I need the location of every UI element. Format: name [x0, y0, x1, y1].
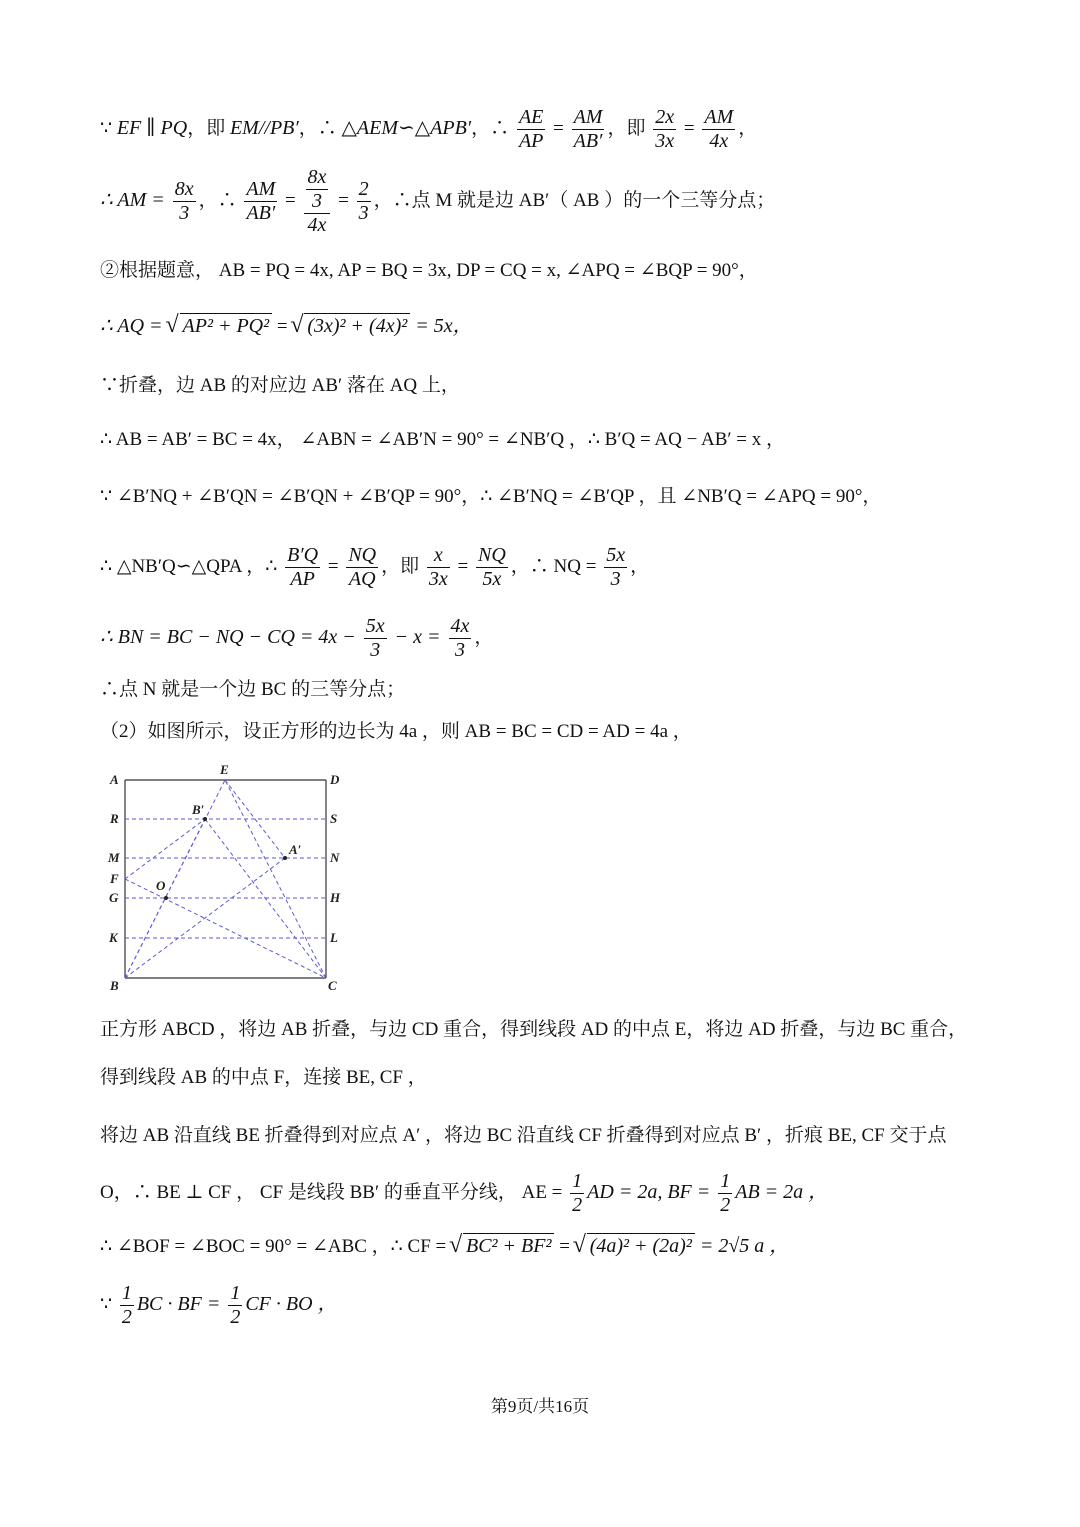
- label-F: F: [110, 871, 119, 886]
- label-C: C: [328, 978, 337, 993]
- label-M: M: [108, 850, 120, 865]
- fraction: $\frac{8x}{3}$: [174, 178, 194, 224]
- solution-line-13: 得到线段 AB 的中点 F，连接 BE, CF ，: [100, 1067, 427, 1088]
- solution-line-14: 将边 AB 沿直线 BE 折叠得到对应点 A′ ，将边 BC 沿直线 CF 折叠得到对应点 B′ ，折痕 BE, CF 交于点: [100, 1125, 947, 1146]
- label-B: B: [110, 978, 119, 993]
- square-root: √ (4a)² + (2a)²: [575, 1236, 695, 1256]
- fraction: $\frac{4x}{3}$: [450, 615, 470, 661]
- fraction: $\frac{2}{3}$: [358, 178, 369, 224]
- label-D: D: [330, 772, 340, 787]
- fraction: $\frac{1}{2}$: [121, 1282, 132, 1328]
- solution-line-1: ∵ EF ∥ PQ，即 EM//PB′，∴ △AEM∽△APB′，∴ $\frac{AE}{AP}$ = $\frac{AM}{AB'}$ ，即 $\frac{2x}{3x}$ = $\frac{AM}{4x}$ ，: [100, 106, 758, 152]
- nested-fraction: $\frac{\frac{8x}{3}}{4x}$: [304, 166, 331, 237]
- fraction: $\frac{NQ}{AQ}$: [348, 544, 377, 590]
- square-root: √ (3x)² + (4x)²: [292, 316, 410, 336]
- square-root: √ BC² + BF²: [451, 1236, 554, 1256]
- solution-line-7: ∵ ∠B′NQ + ∠B′QN = ∠B′QN + ∠B′QP = 90°，∴ ∠B′NQ = ∠B′QP ，且 ∠NB′Q = ∠APQ = 90°，: [100, 486, 882, 507]
- label-O: O: [156, 878, 166, 893]
- label-N: N: [330, 850, 340, 865]
- fraction: $\frac{2x}{3x}$: [655, 106, 675, 152]
- solution-line-15: O，∴ BE ⊥ CF ， CF 是线段 BB′ 的垂直平分线， AE = $\frac{1}{2}$ AD = 2a, BF = $\frac{1}{2}$ AB = 2a ，: [100, 1170, 829, 1216]
- fraction: $\frac{B'Q}{AP}$: [287, 544, 319, 590]
- solution-line-8: ∴ △NB′Q∽△QPA ，∴ $\frac{B'Q}{AP}$ = $\frac{NQ}{AQ}$ ，即 $\frac{x}{3x}$ = $\frac{NQ}{5x}$ ，∴ NQ = $\frac{5x}{3}$ ，: [100, 544, 650, 590]
- solution-line-5: ∵折叠，边 AB 的对应边 AB′ 落在 AQ 上，: [100, 375, 460, 396]
- fraction: $\frac{AM}{4x}$: [704, 106, 734, 152]
- fraction: $\frac{5x}{3}$: [365, 615, 385, 661]
- solution-line-11: （2）如图所示，设正方形的边长为 4a ，则 AB = BC = CD = AD = 4a ，: [100, 721, 692, 742]
- fraction: $\frac{5x}{3}$: [606, 544, 626, 590]
- label-G: G: [109, 890, 119, 905]
- solution-line-17: ∵ $\frac{1}{2}$ BC · BF = $\frac{1}{2}$ CF · BO ，: [100, 1282, 338, 1328]
- page-footer: 第9页/共16页: [490, 1397, 590, 1416]
- solution-line-4: ∴ AQ = √ AP² + PQ² = √ (3x)² + (4x)² = 5x，: [100, 316, 473, 336]
- label-L: L: [330, 930, 338, 945]
- solution-line-9: ∴ BN = BC − NQ − CQ = 4x − $\frac{5x}{3}$ − x = $\frac{4x}{3}$ ，: [100, 615, 494, 661]
- fraction: $\frac{1}{2}$: [230, 1282, 241, 1328]
- solution-line-10: ∴点 N 就是一个边 BC 的三等分点；: [100, 679, 406, 700]
- solution-line-12: 正方形 ABCD ，将边 AB 折叠，与边 CD 重合，得到线段 AD 的中点 E，将边 AD 折叠，与边 BC 重合，: [100, 1019, 968, 1040]
- solution-line-3: ②根据题意， AB = PQ = 4x, AP = BQ = 3x, DP = CQ = x, ∠APQ = ∠BQP = 90°，: [100, 260, 758, 281]
- fraction: $\frac{AE}{AP}$: [518, 106, 544, 152]
- label-S: S: [330, 811, 338, 826]
- fraction: $\frac{x}{3x}$: [428, 544, 448, 590]
- fraction: $\frac{AM}{AB'}$: [246, 178, 276, 224]
- solution-line-2: ∴ AM = $\frac{8x}{3}$ ，∴ $\frac{AM}{AB'}$ = $\frac{\frac{8x}{3}}{4x}$ = $\frac{2}{3}$ ，∴点 M 就是边 AB′（ AB ）的一个三等分点；: [100, 166, 776, 236]
- label-R: R: [110, 811, 119, 826]
- label-H: H: [330, 890, 341, 905]
- label-A-prime: A′: [289, 842, 302, 857]
- square-fold-figure: [100, 758, 350, 998]
- fraction: $\frac{1}{2}$: [572, 1170, 583, 1216]
- solution-line-6: ∴ AB = AB′ = BC = 4x， ∠ABN = ∠AB′N = 90° = ∠NB′Q ，∴ B′Q = AQ − AB′ = x ，: [100, 429, 786, 450]
- label-K: K: [109, 930, 118, 945]
- label-A: A: [110, 772, 119, 787]
- label-B-prime: B′: [192, 802, 205, 817]
- fraction: $\frac{1}{2}$: [720, 1170, 731, 1216]
- fraction: $\frac{AM}{AB'}$: [573, 106, 603, 152]
- solution-line-16: ∴ ∠BOF = ∠BOC = 90° = ∠ABC ，∴ CF = √ BC² + BF² = √ (4a)² + (2a)² = 2√5 a ，: [100, 1236, 789, 1256]
- square-root: √ AP² + PQ²: [168, 316, 273, 336]
- fraction: $\frac{NQ}{5x}$: [478, 544, 506, 590]
- label-E: E: [220, 762, 229, 777]
